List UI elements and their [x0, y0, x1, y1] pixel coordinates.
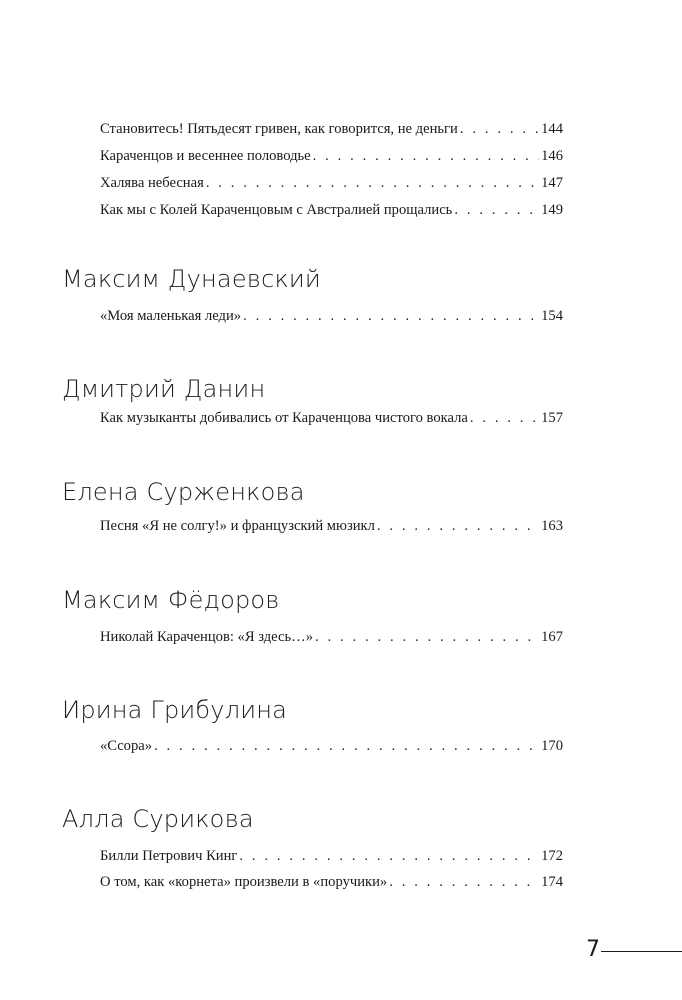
toc-entry[interactable]: [100, 407, 563, 429]
dot-leader: [389, 871, 539, 893]
toc-entry[interactable]: [100, 172, 563, 194]
toc-entry-title: Билли Петрович Кинг: [100, 848, 238, 864]
dot-leader: [243, 305, 539, 327]
author-heading: Ирина Грибулина: [62, 696, 288, 724]
toc-entry[interactable]: [100, 305, 563, 327]
dot-leader: [454, 199, 539, 221]
toc-entry-page: 146: [541, 148, 563, 164]
dot-leader: [154, 735, 539, 757]
author-heading: Максим Дунаевский: [62, 265, 321, 293]
dot-leader: [377, 515, 539, 537]
author-heading: Дмитрий Данин: [62, 375, 266, 403]
toc-entry-page: 172: [541, 848, 563, 864]
toc-entry[interactable]: [100, 118, 563, 140]
toc-entry-title: Николай Караченцов: «Я здесь…»: [100, 629, 314, 645]
dot-leader: [239, 845, 539, 867]
author-heading: Максим Фёдоров: [62, 586, 280, 614]
toc-entry-title: Халява небесная: [100, 175, 204, 191]
toc-entry-title: «Ссора»: [100, 738, 153, 754]
toc-entry-title: Караченцов и весеннее половодье: [100, 148, 311, 164]
toc-entry-page: 163: [541, 518, 563, 534]
toc-entry-page: 157: [541, 410, 563, 426]
toc-entry[interactable]: [100, 515, 563, 537]
toc-entry-title: «Моя маленькая леди»: [100, 308, 242, 324]
toc-entry-title: Как мы с Колей Караченцовым с Австралией прощались: [100, 202, 453, 218]
dot-leader: [470, 407, 539, 429]
folio-rule: [601, 951, 682, 952]
toc-entry[interactable]: [100, 626, 563, 648]
toc-entry[interactable]: [100, 871, 563, 893]
dot-leader: [206, 172, 539, 194]
toc-entry[interactable]: [100, 845, 563, 867]
dot-leader: [460, 118, 539, 140]
toc-entry-page: 147: [541, 175, 563, 191]
toc-entry-title: Становитесь! Пятьдесят гривен, как говорится, не деньги: [100, 121, 458, 137]
toc-entry-title: О том, как «корнета» произвели в «поручики»: [100, 874, 388, 890]
dot-leader: [315, 626, 539, 648]
toc-entry-title: Как музыканты добивались от Караченцова чистого вокала: [100, 410, 468, 426]
page-number: 7: [586, 937, 600, 962]
toc-entry-page: 167: [541, 629, 563, 645]
toc-entry[interactable]: [100, 199, 563, 221]
toc-entry-title: Песня «Я не солгу!» и французский мюзикл: [100, 518, 375, 534]
toc-entry-page: 174: [541, 874, 563, 890]
toc-entry-page: 154: [541, 308, 563, 324]
toc-entry[interactable]: [100, 735, 563, 757]
toc-entry-page: 149: [541, 202, 563, 218]
author-heading: Елена Сурженкова: [62, 478, 305, 506]
dot-leader: [313, 145, 539, 167]
toc-entry[interactable]: [100, 145, 563, 167]
toc-entry-page: 170: [541, 738, 563, 754]
author-heading: Алла Сурикова: [62, 805, 254, 833]
toc-entry-page: 144: [541, 121, 563, 137]
